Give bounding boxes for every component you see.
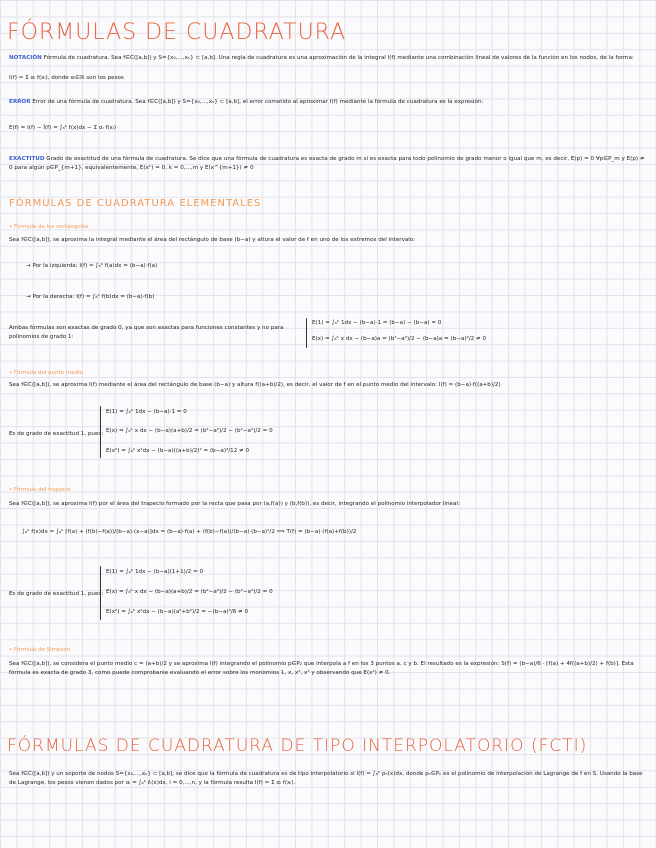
definition-error [9,98,647,107]
subsection-heading: • Fórmula del punto medio [9,370,83,376]
section-title: FÓRMULAS DE CUADRATURA DE TIPO INTERPOLATORIO (FCTI) [7,736,588,756]
formula: → Por la derecha: I(f) ≈ ∫ₐᵇ f(b)dx = (b−a)·f(b) [26,294,155,300]
page-title: FÓRMULAS DE CUADRATURA [7,20,347,45]
subsection-heading: • Fórmula del trapecio [9,487,71,493]
paragraph: Sea f∈C([a,b]), se aproxima I(f) por el área del trapecio formado por la recta que pasa por (a,f(a)) y (b,f(b)), es decir, integrando el polinomio interpolador lineal: [9,501,460,507]
error-formula: E(f) = I(f) − Ĩ(f) = ∫ₐᵇ f(x)dx − Σ αᵢ f(xᵢ) [9,125,117,131]
section-heading: FÓRMULAS DE CUADRATURA ELEMENTALES [9,198,262,209]
formula: E(x) = ∫ₐᵇ x dx − (b−a)a = (b²−a²)/2 − (b−a)a = (b−a)²/2 ≠ 0 [312,336,487,342]
quadrature-formula: I(f) ≈ Σ αᵢ f(xᵢ), donde αᵢ∈ℝ son los pesos [9,75,124,81]
formula: E(1) = ∫ₐᵇ 1dx − (b−a)·1 = (b−a) − (b−a) = 0 [312,320,442,326]
formula: E(x²) = ∫ₐᵇ x²dx − (b−a)(a²+b²)/2 = −(b−a)³/6 ≠ 0 [106,609,249,615]
definition-tag: EXACTITUD [9,156,45,162]
formula: → Por la izquierda: I(f) ≈ ∫ₐᵇ f(a)dx = (b−a)·f(a) [26,263,158,269]
paragraph: Sea f∈C([a,b]), se aproxima la integral mediante el área del rectángulo de base (b−a) y altura el valor de f en uno de los extremos del intervalo: [9,237,416,243]
definition-tag: NOTACIÓN [9,55,42,61]
brace [306,318,307,348]
subsection-heading: • Fórmula de los rectángulos [9,224,89,230]
definition-exactness [9,155,647,173]
formula: E(1) = ∫ₐᵇ 1dx − (b−a)(1+1)/2 = 0 [106,569,204,575]
definition-text: Error de una fórmula de cuadratura. Sea f∈C([a,b]) y S={x₀,...,xₙ} ⊂ [a,b], el error cometido al aproximar I(f) mediante la fórmula de cuadratura es la expresión: [32,99,484,105]
paragraph: Sea f∈C([a,b]), se considera el punto medio c = (a+b)/2 y se aproxima I(f) integrando el polinomio p∈P₂ que interpola a f en los 3 puntos a, c y b. El resultado es la expresión: S(f) = (b−a)/6 · [f(a) + 4f((a+b)/2) + f(b)]. Esta fórmula es exacta de grado 3, como puede comprobarse evaluando el error sobre los monomios 1, x, x², x³ y observando que E(x⁴) ≠ 0. [9,661,634,676]
paragraph: Ambas fórmulas son exactas de grado 0, ya que son exactas para funciones constantes y no para polinomios de grado 1: [9,325,284,340]
paragraph: Sea f∈C([a,b]), se aproxima I(f) mediante el área del rectángulo de base (b−a) y altura f((a+b)/2), es decir, el valor de f en el punto medio del intervalo: I(f) ≈ (b−a)·f((a+b)/2) [9,382,501,388]
brace [100,406,101,458]
paragraph: Sea f∈C([a,b]) y un soporte de nodos S={x₀,...,xₙ} ⊂ [a,b], se dice que la fórmula de cuadratura es de tipo interpolatorio si I(f) ≈ ∫ₐᵇ pₙ(x)dx, donde pₙ∈Pₙ es el polinomio de interpolación de Lagrange de f en S. Usando la base de Lagrange, los pesos vienen dados por αᵢ = ∫ₐᵇ ℓᵢ(x)dx, i = 0,...,n, y la fórmula resulta I(f) ≈ Σ αᵢ f(xᵢ). [9,771,643,786]
paragraph: Es de grado de exactitud 1, pues: [9,431,104,437]
formula: E(1) = ∫ₐᵇ 1dx − (b−a)·1 = 0 [106,409,187,415]
formula: ∫ₐᵇ f(x)dx ≈ ∫ₐᵇ [f(a) + (f(b)−f(a))/(b−a)·(x−a)]dx = (b−a)·f(a) + (f(b)−f(a))/(b−a)·(b−a)²/2 ⟹ T(f) = (b−a)·(f(a)+f(b))/2 [22,529,357,535]
brace [100,566,101,620]
definition-text: Grado de exactitud de una fórmula de cuadratura. Se dice que una fórmula de cuadratura es exacta de grado m si es exacta para todo polinomio de grado menor o igual que m, es decir, E(p) = 0 ∀p∈P_m y E(p) ≠ 0 para algún p∈P_{m+1}, equivalentemente, E(xᵏ) = 0, k = 0,...,m y E(x^{m+1}) ≠ 0 [9,156,645,171]
definition-notation [9,54,647,63]
subsection-heading: • Fórmula de Simpson [9,647,71,653]
formula: E(x) = ∫ₐᵇ x dx − (b−a)(a+b)/2 = (b²−a²)/2 − (b²−a²)/2 = 0 [106,589,273,595]
formula: E(x²) = ∫ₐᵇ x²dx − (b−a)((a+b)/2)² = (b−a)³/12 ≠ 0 [106,448,250,454]
definition-text: Fórmula de cuadratura. Sea f∈C([a,b]) y S={x₀,...,xₙ} ⊂ [a,b]. Una regla de cuadratura es una aproximación de la integral I(f) mediante una combinación lineal de valores de la función en los nodos, de la forma: [43,55,634,61]
definition-tag: ERROR [9,99,31,105]
paragraph: Es de grado de exactitud 1, pues: [9,591,104,597]
formula: E(x) = ∫ₐᵇ x dx − (b−a)(a+b)/2 = (b²−a²)/2 − (b²−a²)/2 = 0 [106,428,273,434]
